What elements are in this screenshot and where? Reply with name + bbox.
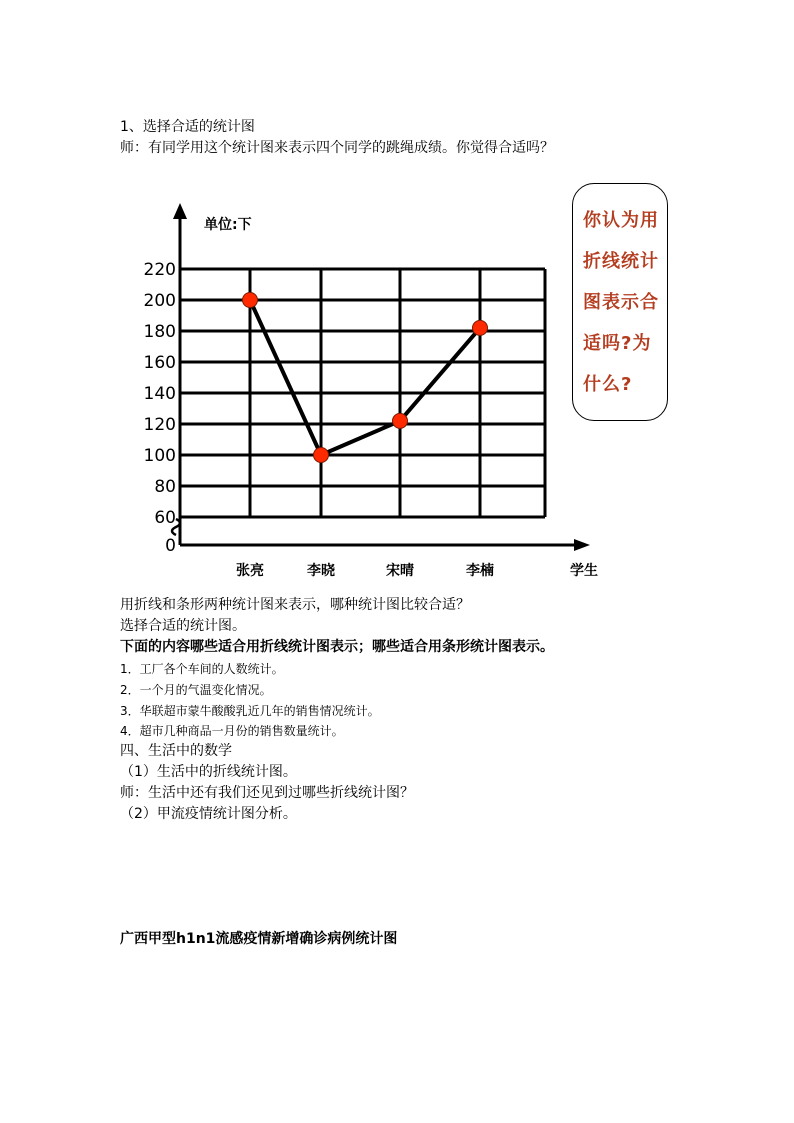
x-tick-label: 张亮 — [236, 563, 264, 579]
callout-line: 折线统计 — [583, 251, 659, 272]
callout-line: 什么? — [583, 374, 633, 395]
x-axis-arrow — [574, 539, 590, 551]
body-q1: 用折线和条形两种统计图来表示，哪种统计图比较合适？ — [120, 597, 470, 613]
heading: 1、选择合适的统计图 — [120, 119, 255, 135]
callout-bubble — [572, 183, 668, 421]
y-tick-label: 220 — [143, 260, 176, 280]
section-heading: 四、生活中的数学 — [120, 743, 232, 759]
x-tick-label: 李晓 — [307, 563, 335, 579]
series-line — [243, 293, 488, 463]
callout-line: 适吗?为 — [583, 333, 652, 354]
body-q3: 下面的内容哪些适合用折线统计图表示；哪些适合用条形统计图表示。 — [120, 639, 554, 655]
y-tick-label: 200 — [143, 291, 176, 311]
teacher-question: 师：生活中还有我们还见到过哪些折线统计图？ — [120, 785, 414, 801]
callout-line: 你认为用 — [583, 210, 659, 231]
chart-axes — [172, 203, 590, 551]
list-item: 2．一个月的气温变化情况。 — [120, 683, 272, 697]
data-point — [314, 448, 329, 463]
data-point — [473, 320, 488, 335]
sub-item-1: （1）生活中的折线统计图。 — [120, 764, 297, 780]
data-point — [393, 413, 408, 428]
list-item: 3．华联超市蒙牛酸酸乳近几年的销售情况统计。 — [120, 704, 380, 718]
y-tick-label: 120 — [143, 415, 176, 435]
y-tick-label: 160 — [143, 353, 176, 373]
chart-grid — [180, 269, 545, 517]
body-q2: 选择合适的统计图。 — [120, 618, 246, 634]
bottom-chart-title: 广西甲型h1n1流感疫情新增确诊病例统计图 — [120, 931, 398, 947]
y-tick-label: 0 — [165, 536, 176, 556]
y-tick-label: 140 — [143, 384, 176, 404]
y-tick-label: 100 — [143, 446, 176, 466]
sub-item-2: （2）甲流疫情统计图分析。 — [120, 806, 297, 822]
y-tick-label: 80 — [154, 477, 176, 497]
data-point — [243, 293, 258, 308]
x-tick-label: 李楠 — [466, 563, 494, 579]
line-chart — [143, 195, 620, 590]
question: 师：有同学用这个统计图来表示四个同学的跳绳成绩。你觉得合适吗？ — [120, 140, 554, 156]
list-item: 1．工厂各个车间的人数统计。 — [120, 662, 284, 676]
x-tick-label: 宋晴 — [386, 563, 414, 579]
y-tick-label: 60 — [154, 508, 176, 528]
unit-label: 单位:下 — [204, 217, 252, 233]
x-tick-labels — [236, 562, 494, 579]
y-tick-label: 180 — [143, 322, 176, 342]
x-axis-label: 学生 — [570, 563, 598, 579]
series-path — [250, 300, 480, 455]
callout-line: 图表示合 — [583, 292, 659, 313]
y-tick-labels — [144, 260, 176, 556]
list-item: 4．超市几种商品一月份的销售数量统计。 — [120, 724, 344, 738]
y-axis-arrow — [173, 203, 187, 219]
